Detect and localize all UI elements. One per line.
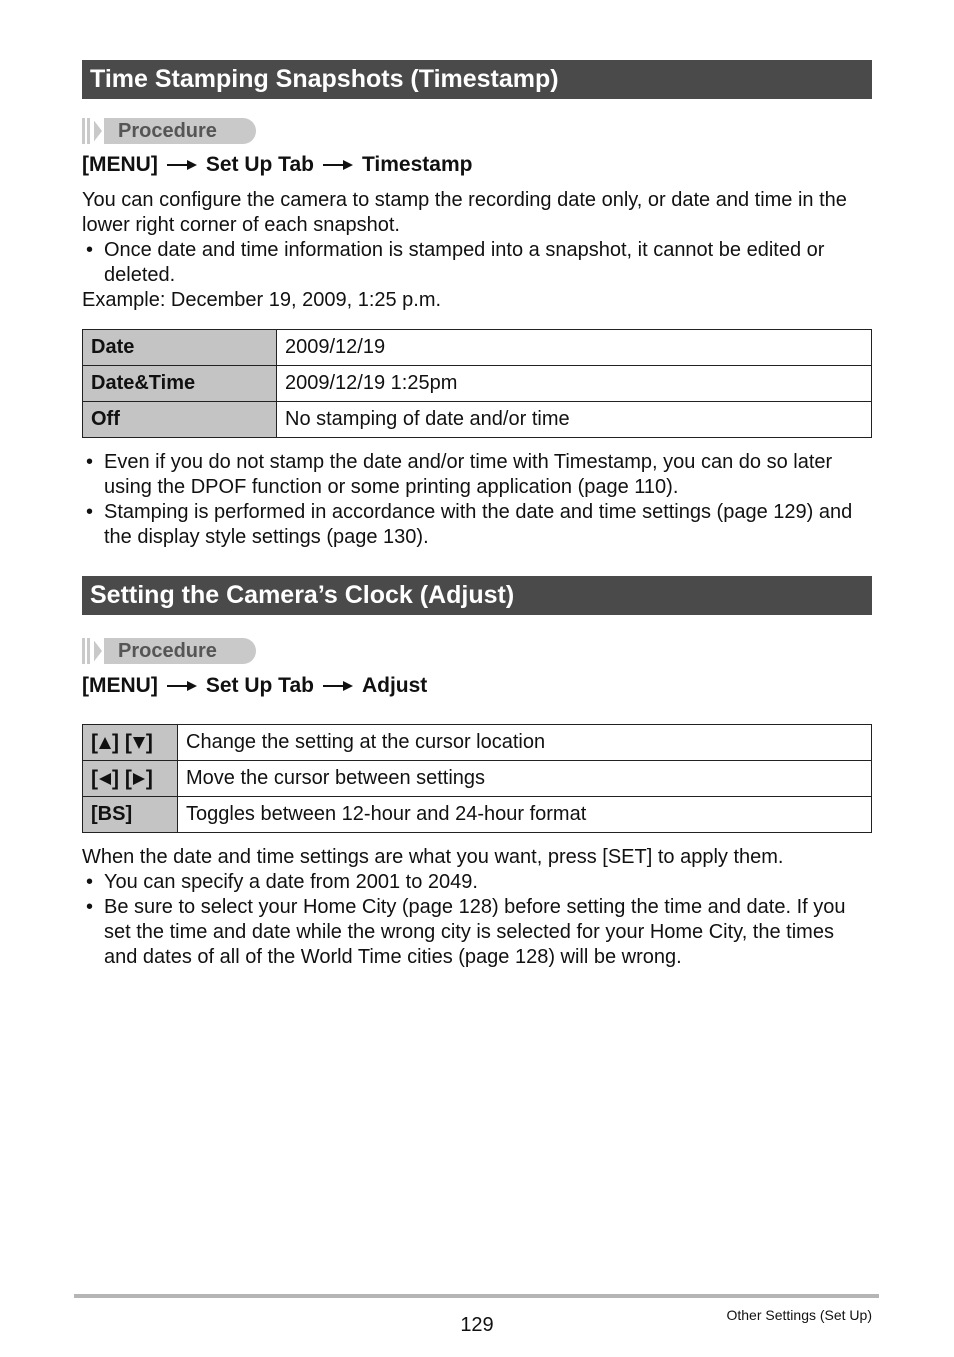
bullet-icon: •: [86, 871, 94, 893]
table-row: [83, 366, 872, 402]
section-title-timestamp: Time Stamping Snapshots (Timestamp): [82, 60, 872, 99]
adjust-controls-table: [82, 724, 872, 833]
left-triangle-icon: [98, 772, 112, 786]
table-row: [83, 725, 872, 761]
bullet-icon: •: [86, 896, 94, 918]
path-setup-tab: Set Up Tab: [205, 674, 314, 697]
table-key-up-down: [ ] [ ]: [83, 725, 178, 761]
table-key: Date&Time: [83, 366, 277, 402]
arrow-right-icon: [167, 159, 197, 171]
arrow-right-icon: [323, 680, 353, 692]
table-value: 2009/12/19: [277, 330, 872, 366]
table-row: [83, 402, 872, 438]
right-triangle-icon: [132, 772, 146, 786]
table-value: Move the cursor between settings: [178, 761, 872, 797]
section-title-adjust: Setting the Camera’s Clock (Adjust): [82, 576, 872, 615]
timestamp-options-table: [82, 329, 872, 438]
procedure-label: Procedure: [118, 120, 217, 142]
bullet-text: Be sure to select your Home City (page 128) before setting the time and date. If you set the time and date while the wrong city is selected for your Home City, the times and dates of all of the World Time cities (page 128) will be wrong.: [104, 896, 846, 968]
bullet-note: [82, 500, 872, 550]
table-key-left-right: [ ] [ ]: [83, 761, 178, 797]
arrow-right-icon: [323, 159, 353, 171]
bullet-icon: •: [86, 451, 94, 473]
chevron-right-icon: [90, 118, 110, 144]
bullet-text: Stamping is performed in accordance with the date and time settings (page 129) and the display style settings (page 130).: [104, 501, 853, 548]
path-menu: [MENU]: [82, 153, 158, 176]
table-value: Toggles between 12-hour and 24-hour format: [178, 797, 872, 833]
bullet-text: Even if you do not stamp the date and/or time with Timestamp, you can do so later using the DPOF function or some printing application (page 110).: [104, 451, 833, 498]
table-row: [83, 761, 872, 797]
path-menu: [MENU]: [82, 674, 158, 697]
bullet-text: Once date and time information is stamped into a snapshot, it cannot be edited or deleted.: [104, 239, 825, 286]
path-setup-tab: Set Up Tab: [205, 153, 314, 176]
page-number: 129: [460, 1314, 494, 1336]
outro-text: When the date and time settings are what you want, press [SET] to apply them.: [82, 846, 784, 868]
table-key: Off: [83, 402, 277, 438]
up-triangle-icon: [98, 736, 112, 750]
menu-path-adjust: [82, 674, 427, 698]
table-value: No stamping of date and/or time: [277, 402, 872, 438]
table-row: [83, 797, 872, 833]
bullet-icon: •: [86, 239, 94, 261]
example-text: Example: December 19, 2009, 1:25 p.m.: [82, 289, 442, 311]
procedure-label: Procedure: [118, 640, 217, 662]
table-value: 2009/12/19 1:25pm: [277, 366, 872, 402]
footer-section-name: Other Settings (Set Up): [726, 1307, 872, 1323]
procedure-badge: [82, 638, 256, 664]
intro-text: You can configure the camera to stamp the recording date only, or date and time in the lower right corner of each snapshot.: [82, 189, 847, 236]
path-adjust: Adjust: [361, 674, 428, 697]
bullet-note: [82, 895, 872, 970]
bullet-note: [82, 450, 872, 500]
table-value: Change the setting at the cursor location: [178, 725, 872, 761]
down-triangle-icon: [132, 736, 146, 750]
bullet-icon: •: [86, 501, 94, 523]
arrow-right-icon: [167, 680, 197, 692]
chevron-right-icon: [90, 638, 110, 664]
procedure-badge: [82, 118, 256, 144]
bullet-note: [82, 238, 872, 288]
footer-divider: [74, 1294, 879, 1298]
menu-path-timestamp: [82, 153, 472, 177]
table-key: Date: [83, 330, 277, 366]
table-key-bs: [BS]: [83, 797, 178, 833]
bullet-note: [82, 870, 872, 895]
table-row: [83, 330, 872, 366]
path-timestamp: Timestamp: [361, 153, 473, 176]
bullet-text: You can specify a date from 2001 to 2049.: [104, 871, 478, 893]
